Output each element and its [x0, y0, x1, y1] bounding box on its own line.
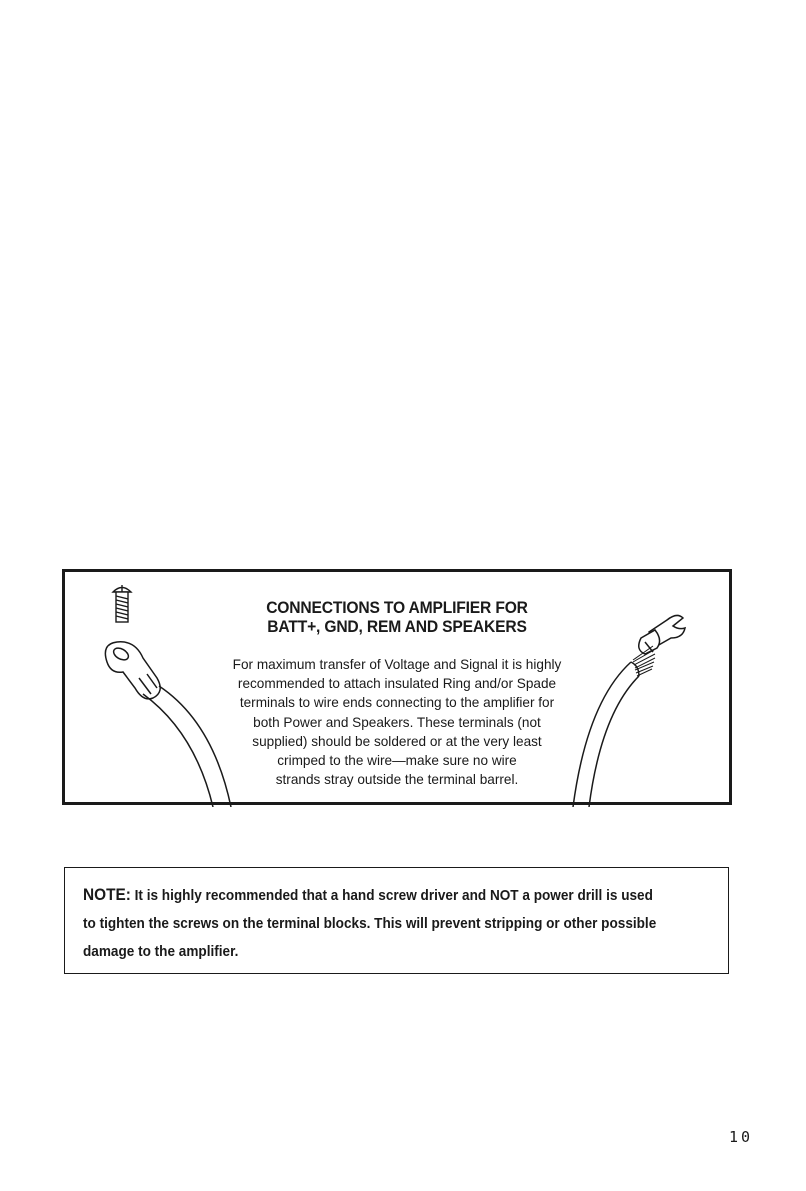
- connections-title: [92, 598, 703, 636]
- cable-right-icon: [573, 662, 639, 807]
- connections-body-line: crimped to the wire—make sure no wire: [277, 753, 517, 769]
- page-number: 10: [729, 1128, 754, 1146]
- note-label: NOTE:: [83, 885, 131, 904]
- note-text: [83, 881, 707, 966]
- note-line: to tighten the screws on the terminal blocks. This will prevent stripping or other possible: [83, 915, 657, 932]
- connections-body-line: strands stray outside the terminal barrel.: [275, 772, 519, 788]
- connections-body-line: recommended to attach insulated Ring and/or Spade: [237, 676, 557, 692]
- connections-body-line: both Power and Speakers. These terminals (not: [253, 714, 541, 730]
- connections-body-line: For maximum transfer of Voltage and Signal it is highly: [232, 657, 562, 672]
- connections-body-line: terminals to wire ends connecting to the amplifier for: [239, 695, 555, 711]
- note-panel: [64, 867, 729, 974]
- ring-terminal-icon: [105, 642, 160, 699]
- connections-panel: [62, 569, 732, 805]
- note-line: damage to the amplifier.: [83, 943, 239, 960]
- connections-title-line: BATT+, GND, REM AND SPEAKERS: [267, 617, 527, 636]
- note-line: It is highly recommended that a hand screw driver and NOT a power drill is used: [134, 887, 653, 904]
- connections-body-line: supplied) should be soldered or at the very least: [252, 733, 542, 749]
- connections-body: [215, 655, 579, 789]
- connections-title-line: CONNECTIONS TO AMPLIFIER FOR: [266, 598, 528, 617]
